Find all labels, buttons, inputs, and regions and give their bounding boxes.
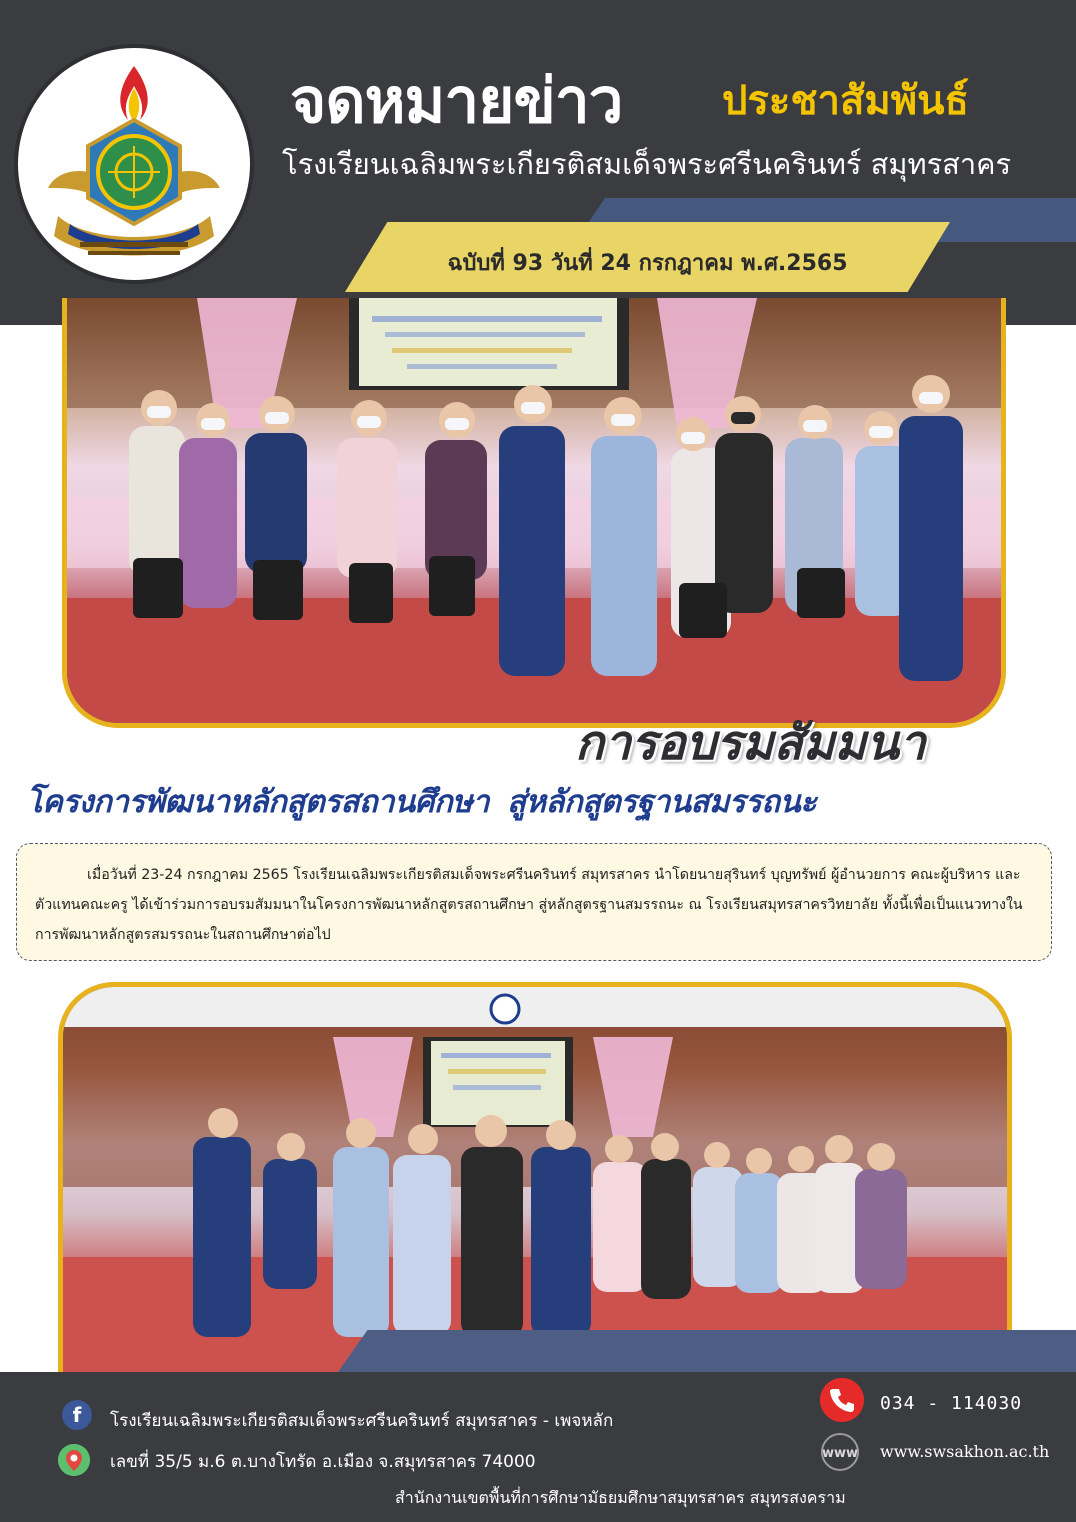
group-photo-bottom bbox=[58, 982, 1012, 1377]
map-pin-icon bbox=[58, 1444, 90, 1476]
newsletter-title-accent: ประชาสัมพันธ์ bbox=[722, 78, 969, 124]
event-title: การอบรมสัมมนา bbox=[575, 715, 926, 771]
project-title bbox=[26, 776, 816, 826]
web-icon bbox=[816, 1432, 864, 1472]
article-body-box bbox=[16, 843, 1052, 961]
school-emblem-icon bbox=[18, 48, 250, 280]
group-photo-bottom-scene bbox=[63, 987, 1012, 1377]
school-name: โรงเรียนเฉลิมพระเกียรติสมเด็จพระศรีนครินทร์ สมุทรสาคร bbox=[282, 147, 1012, 181]
article-body: เมื่อวันที่ 23-24 กรกฎาคม 2565 โรงเรียนเฉลิมพระเกียรติสมเด็จพระศรีนครินทร์ สมุทรสาคร นำโดยนายสุรินทร์ บุญทรัพย์ ผู้อำนวยการ คณะผู้บริหาร และตัวแทนคณะครู ได้เข้าร่วมการอบรมสัมมนาในโครงการพัฒนาหลักสูตรสถานศึกษา สู่หลักสูตรฐานสมรรถนะ ณ โรงเรียนสมุทรสาครวิทยาลัย ทั้งนี้เพื่อเป็นแนวทางในการพัฒนาหลักสูตรสมรรถนะในสถานศึกษาต่อไป bbox=[35, 867, 1023, 943]
project-title-part2: สู่หลักสูตรฐานสมรรถนะ bbox=[507, 784, 817, 820]
group-photo-top-scene bbox=[67, 298, 1006, 728]
newsletter-title: จดหมายข่าว bbox=[290, 64, 623, 137]
website-link[interactable]: www.swsakhon.ac.th bbox=[880, 1442, 1050, 1461]
school-logo bbox=[18, 48, 250, 280]
education-office: สำนักงานเขตพื้นที่การศึกษามัธยมศึกษาสมุทรสาคร สมุทรสงคราม bbox=[395, 1488, 846, 1507]
project-title-part1: โครงการพัฒนาหลักสูตรสถานศึกษา bbox=[26, 784, 490, 820]
www-badge-text: www bbox=[821, 1446, 859, 1461]
group-photo-top bbox=[62, 298, 1006, 728]
issue-label: ฉบับที่ 93 วันที่ 24 กรกฎาคม พ.ศ.2565 bbox=[447, 251, 848, 276]
facebook-page-link[interactable]: โรงเรียนเฉลิมพระเกียรติสมเด็จพระศรีนครินทร์ สมุทรสาคร - เพจหลัก bbox=[110, 1411, 614, 1431]
school-address: เลขที่ 35/5 ม.6 ต.บางโทรัด อ.เมือง จ.สมุทรสาคร 74000 bbox=[110, 1452, 536, 1472]
footer-accent-band bbox=[338, 1330, 1076, 1372]
facebook-icon[interactable]: f bbox=[62, 1400, 92, 1430]
phone-icon bbox=[820, 1378, 864, 1422]
phone-number[interactable]: 034 - 114030 bbox=[880, 1393, 1023, 1414]
